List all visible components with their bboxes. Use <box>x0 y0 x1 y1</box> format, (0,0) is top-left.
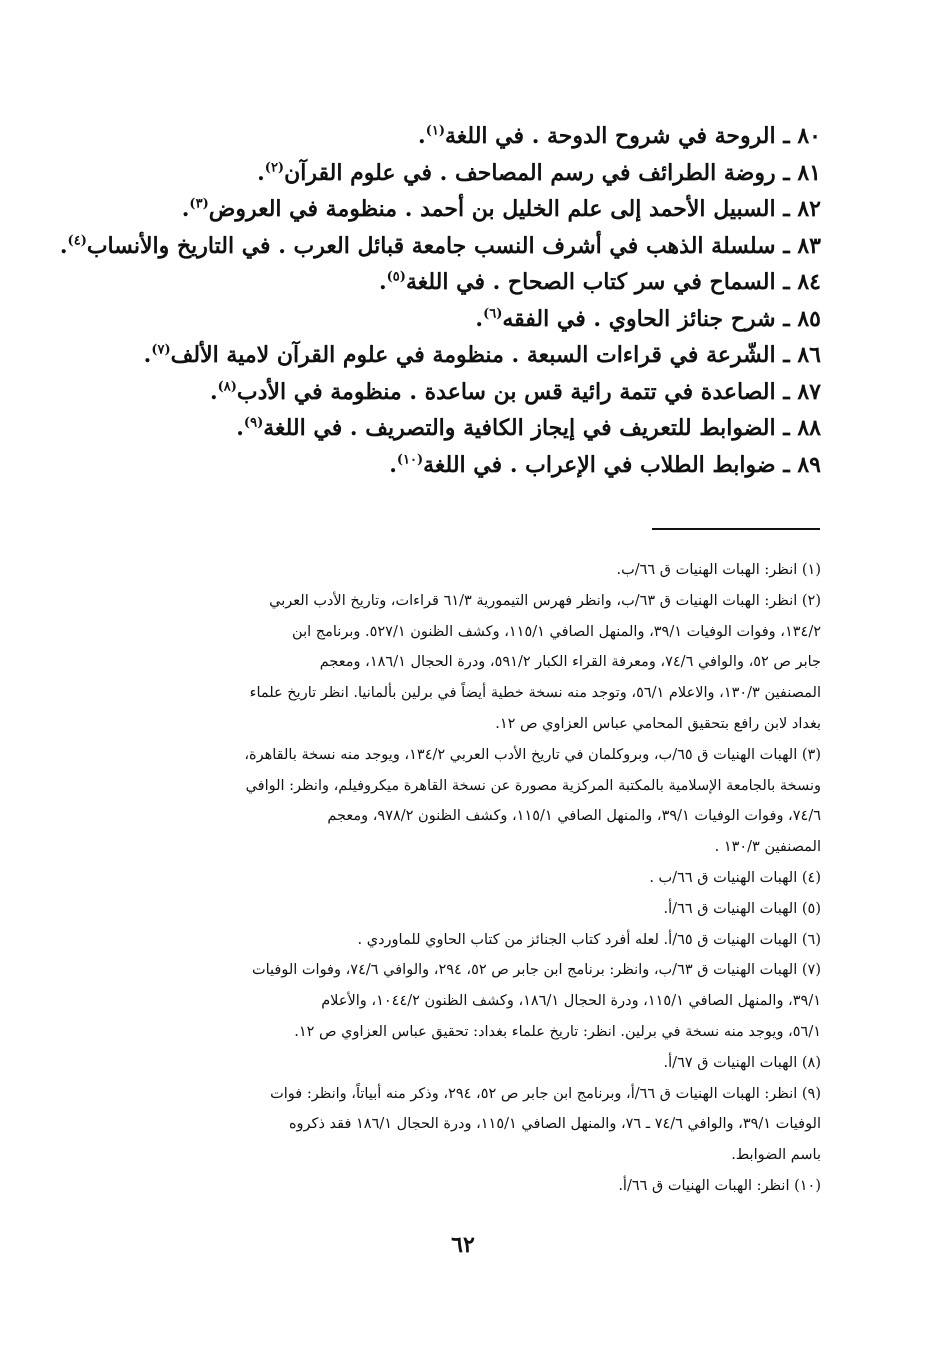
footnote <box>83 555 821 586</box>
footnote-line: ١٣٤/٢، وفوات الوفيات ٣٩/١، والمنهل الصافي ١١٥/١، وكشف الظنون ٥٢٧/١. وبرنامج ابن <box>292 623 821 640</box>
footnote-line: المصنفين ١٣٠/٣، والاعلام ٥٦/١، وتوجد منه نسخة خطية أيضاً في برلين بألمانيا. انظر تاريخ علماء <box>249 685 821 702</box>
page-number: ٦٢ <box>451 1232 475 1258</box>
book-entry-text: ٨٨ ـ الضوابط للتعريف في إيجاز الكافية والتصريف . في اللغة <box>263 415 821 441</box>
footnote-ref: (٨) <box>217 379 237 395</box>
footnote-line: ٣٩/١، والمنهل الصافي ١١٥/١، ودرة الحجال ١٨٦/١، وكشف الظنون ١٠٤٤/٢، والأعلام <box>321 993 821 1010</box>
book-entry <box>101 337 821 374</box>
book-entry-text: ٨٤ ـ السماح في سر كتاب الصحاح . في اللغة <box>405 269 821 295</box>
entry-end-mark: . <box>209 378 218 405</box>
book-entry-text: ٨٣ ـ سلسلة الذهب في أشرف النسب جامعة قبائل العرب . في التاريخ والأنساب <box>86 232 821 259</box>
book-entry <box>101 374 821 411</box>
footnote-line: ونسخة بالجامعة الإسلامية بالمكتبة المركزية مصورة عن نسخة القاهرة ميكروفيلم، وانظر: الوافي <box>245 777 821 794</box>
footnote <box>83 925 821 956</box>
entry-end-mark: . <box>418 123 426 149</box>
book-entry <box>101 447 821 484</box>
footnote <box>83 1171 821 1202</box>
footnote-line: ٥٦/١، ويوجد منه نسخة في برلين. انظر: تاريخ علماء بغداد: تحقيق عباس العزاوي ص ١٢. <box>294 1023 821 1040</box>
entry-end-mark: . <box>257 159 265 186</box>
entry-end-mark: . <box>181 196 190 222</box>
book-entry <box>101 118 821 155</box>
book-entry-text: ٨٦ ـ الشّرعة في قراءات السبعة . منظومة في علوم القرآن لامية الألف <box>170 342 821 368</box>
footnote <box>83 586 821 740</box>
book-entry <box>101 264 821 301</box>
book-entry <box>101 155 821 192</box>
footnote-line: الوفيات ٣٩/١، والوافي ٧٤/٦ ـ ٧٦، والمنهل الصافي ١١٥/١، ودرة الحجال ١٨٦/١ فقد ذكروه <box>288 1116 821 1133</box>
footnote-line: (٨) الهبات الهنيات ق ٦٧/أ. <box>663 1054 821 1071</box>
book-entry-text: ٨٧ ـ الصاعدة في تتمة رائية قس بن ساعدة . منظومة في الأدب <box>236 378 821 405</box>
footnote-line: (٦) الهبات الهنيات ق ٦٥/أ. لعله أفرد كتاب الجنائز من كتاب الحاوي للماوردي . <box>357 931 821 948</box>
book-entry-text: ٨٠ ـ الروحة في شروح الدوحة . في اللغة <box>445 123 821 149</box>
footnote-line: باسم الضوابط. <box>731 1147 821 1164</box>
book-entry <box>101 301 821 338</box>
footnote-line: (١) انظر: الهبات الهنيات ق ٦٦/ب. <box>616 562 821 578</box>
footnote-ref: (٤) <box>67 233 87 249</box>
entry-end-mark: . <box>378 269 387 295</box>
footnote-ref: (٣) <box>189 196 209 212</box>
footnote-line: (٢) انظر: الهبات الهنيات ق ٦٣/ب، وانظر فهرس التيمورية ٦١/٣ قراءات، وتاريخ الأدب العربي <box>269 592 821 609</box>
footnote-ref: (٢) <box>264 160 285 176</box>
footnote-divider <box>652 528 820 530</box>
book-entry <box>101 191 821 228</box>
book-entry <box>101 410 821 447</box>
entry-end-mark: . <box>236 415 244 441</box>
book-entry <box>59 228 821 265</box>
footnote-line: (٥) الهبات الهنيات ق ٦٦/أ. <box>663 900 821 917</box>
footnote-line: (٧) الهبات الهنيات ق ٦٣/ب، وانظر: برنامج ابن جابر ص ٥٢، ٢٩٤، والوافي ٧٤/٦، وفوات الوفيات <box>251 962 821 979</box>
footnote-line: (٣) الهبات الهنيات ق ٦٥/ب، وبروكلمان في تاريخ الأدب العربي ١٣٤/٢، ويوجد منه نسخة بالقاهرة، <box>244 746 821 763</box>
footnotes <box>83 555 821 1202</box>
footnote-ref: (٩) <box>243 415 264 431</box>
footnote <box>83 894 821 925</box>
entry-end-mark: . <box>389 451 397 478</box>
footnote-line: (١٠) انظر: الهبات الهنيات ق ٦٦/أ. <box>618 1177 821 1194</box>
book-entry-text: ٨٥ ـ شرح جنائز الحاوي . في الفقه <box>502 305 821 332</box>
entry-end-mark: . <box>59 232 68 259</box>
entry-end-mark: . <box>143 342 152 368</box>
footnote-line: المصنفين ١٣٠/٣ . <box>714 839 821 856</box>
book-entry-text: ٨٢ ـ السبيل الأحمد إلى علم الخليل بن أحمد . منظومة في العروض <box>208 196 821 222</box>
footnote <box>83 740 821 863</box>
footnote-line: جابر ص ٥٢، والوافي ٧٤/٦، ومعرفة القراء الكبار ٥٩١/٢، ودرة الحجال ١٨٦/١، ومعجم <box>319 654 821 671</box>
footnote-ref: (١) <box>425 123 446 139</box>
footnote <box>83 863 821 894</box>
footnote-line: (٤) الهبات الهنيات ق ٦٦/ب . <box>649 869 821 886</box>
footnote <box>83 955 821 1047</box>
footnote-ref: (٥) <box>386 269 406 285</box>
footnote-line: ٧٤/٦، وفوات الوفيات ٣٩/١، والمنهل الصافي ١١٥/١، وكشف الظنون ٩٧٨/٢، ومعجم <box>327 808 821 825</box>
footnote-ref: (١٠) <box>396 452 424 468</box>
footnote-ref: (٦) <box>483 306 503 322</box>
book-entry-text: ٨٩ ـ ضوابط الطلاب في الإعراب . في اللغة <box>423 451 821 478</box>
book-list <box>59 118 821 483</box>
footnote <box>83 1079 821 1171</box>
footnote-line: (٩) انظر: الهبات الهنيات ق ٦٦/أ، وبرنامج ابن جابر ص ٥٢، ٢٩٤، وذكر منه أبياتاً، وانظر: فوات <box>270 1085 821 1102</box>
footnote <box>83 1048 821 1079</box>
entry-end-mark: . <box>475 305 484 332</box>
book-entry-text: ٨١ ـ روضة الطرائف في رسم المصاحف . في علوم القرآن <box>284 159 821 186</box>
footnote-line: بغداد لابن رافع بتحقيق المحامي عباس العزاوي ص ١٢. <box>495 715 821 732</box>
footnote-ref: (٧) <box>151 342 171 358</box>
